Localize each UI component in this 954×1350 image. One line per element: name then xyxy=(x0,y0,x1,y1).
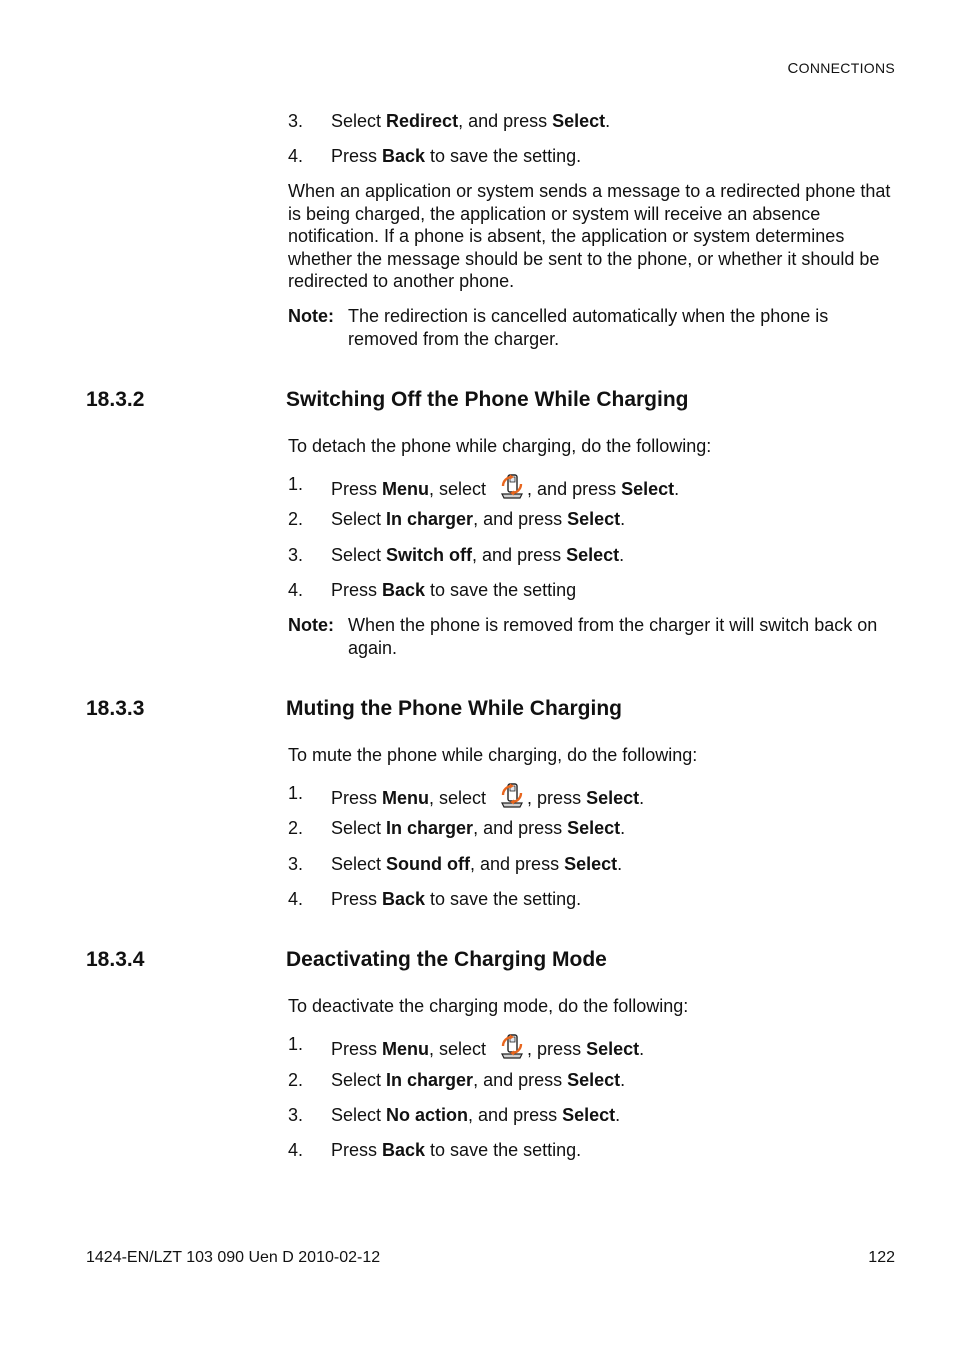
section-intro: To mute the phone while charging, do the following: xyxy=(288,745,698,765)
charger-icon xyxy=(499,1033,525,1059)
note: Note: The redirection is cancelled automatically when the phone is removed from the charger. xyxy=(288,306,829,349)
charger-icon xyxy=(499,782,525,808)
section-intro: To deactivate the charging mode, do the following: xyxy=(288,996,689,1016)
note: Note: When the phone is removed from the charger it will switch back on again. xyxy=(288,615,878,658)
page-number: 122 xyxy=(868,1249,895,1266)
charger-icon xyxy=(499,473,525,499)
paragraph: When an application or system sends a message to a redirected phone that is being charged, the application or system will receive an absence notification. If a phone is absent, the application or system determines whether the message should be sent to the phone, or whether it should be redirected to another phone. xyxy=(288,181,891,291)
section-intro: To detach the phone while charging, do the following: xyxy=(288,436,712,456)
running-head: CONNECTIONS xyxy=(787,60,895,77)
footer-doc-id: 1424-EN/LZT 103 090 Uen D 2010-02-12 xyxy=(86,1249,381,1266)
